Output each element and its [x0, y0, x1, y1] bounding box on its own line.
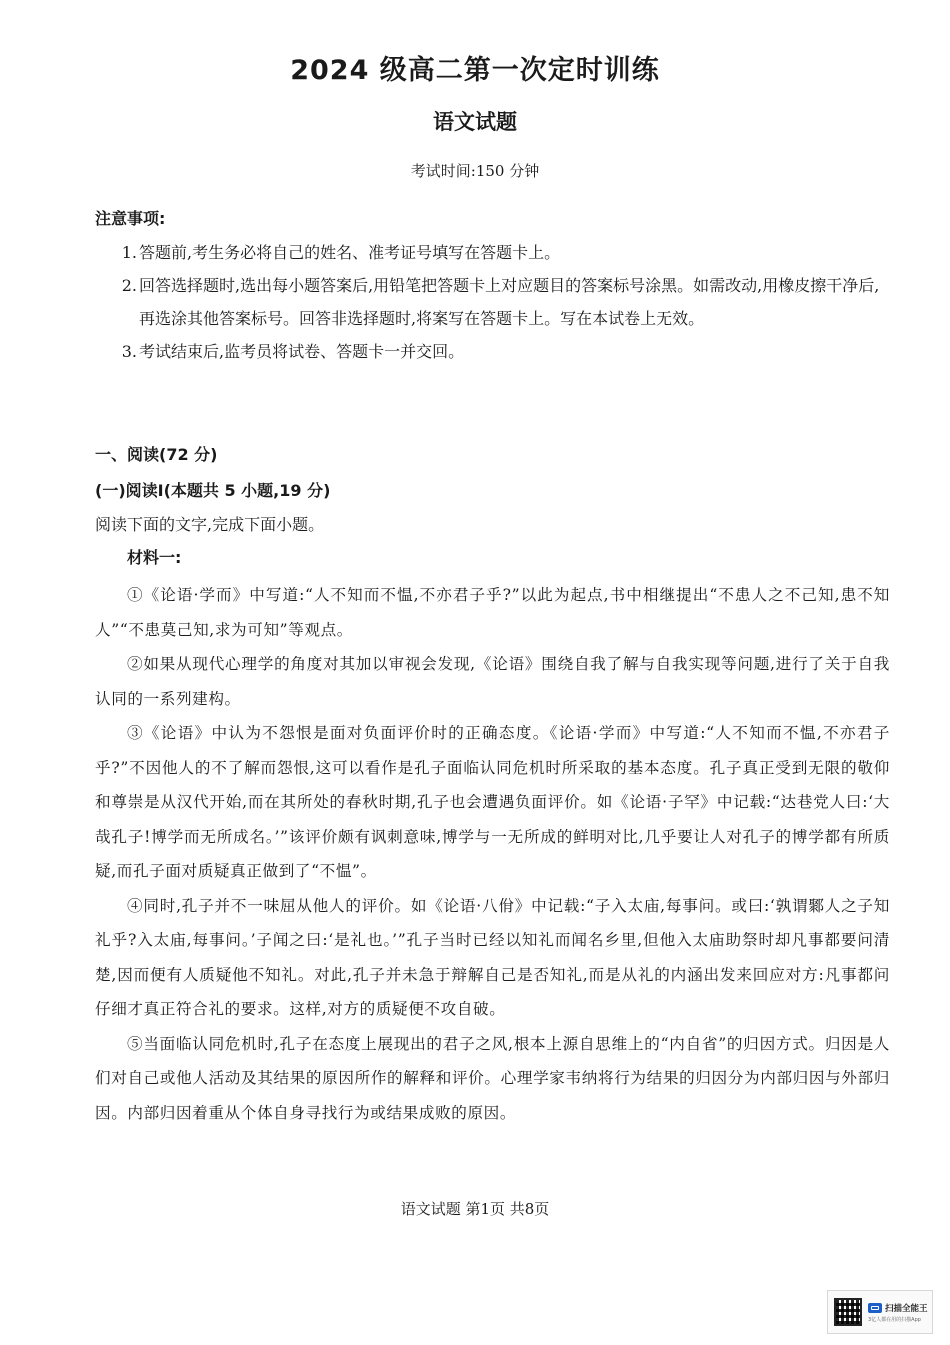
material-heading: 材料一: [127, 548, 182, 567]
passage-paragraph-2: ②如果从现代心理学的角度对其加以审视会发现,《论语》围绕自我了解与自我实现等问题,进行了关于自我认同的一系列建构。 [95, 655, 890, 708]
note-number: 1. [121, 243, 137, 262]
reading-instruction: 阅读下面的文字,完成下面小题。 [95, 515, 325, 534]
note-number: 2. [121, 276, 137, 295]
reading-passage [95, 578, 890, 1130]
note-text: 答题前,考生务必将自己的姓名、准考证号填写在答题卡上。 [139, 243, 561, 262]
badge-top-row [868, 1302, 928, 1314]
badge-app-name: 扫描全能王 [885, 1303, 928, 1314]
qr-code-icon [834, 1298, 862, 1326]
passage-paragraph-4: ④同时,孔子并不一味屈从他人的评价。如《论语·八佾》中记载:“子入太庙,每事问。或曰:‘孰谓鄹人之子知礼乎?入太庙,每事问。’子闻之曰:‘是礼也。’”孔子当时已经以知礼而闻名乡里,但他入太庙助祭时却凡事都要问清楚,因而便有人质疑他不知礼。对此,孔子并未急于辩解自己是否知礼,而是从礼的内涵出发来回应对方:凡事都问仔细才真正符合礼的要求。这样,对方的质疑便不攻自破。 [95, 896, 890, 1018]
passage-paragraph-5: ⑤当面临认同危机时,孔子在态度上展现出的君子之风,根本上源自思维上的“内自省”的归因方式。归因是人们对自己或他人活动及其结果的原因所作的解释和评价。心理学家韦纳将行为结果的归因分为内部归因与外部归因。内部归因着重从个体自身寻找行为或结果成败的原因。 [95, 1034, 890, 1122]
page-footer: 语文试题 第1页 共8页 [400, 1200, 550, 1218]
subsection-heading: (一)阅读Ⅰ(本题共 5 小题,19 分) [95, 481, 331, 500]
note-item-1 [95, 236, 895, 269]
note-number: 3. [121, 342, 137, 361]
badge-text-block [868, 1302, 928, 1323]
note-text: 回答选择题时,选出每小题答案后,用铅笔把答题卡上对应题目的答案标号涂黑。如需改动,用橡皮擦干净后,再选涂其他答案标号。回答非选择题时,将案写在答题卡上。写在本试卷上无效。 [139, 276, 880, 328]
scan-watermark-badge [827, 1290, 933, 1334]
exam-title: 2024 级高二第一次定时训练 [290, 55, 660, 86]
section-heading: 一、阅读(72 分) [95, 445, 218, 464]
badge-tagline: 3亿人都在用的扫描App [868, 1316, 921, 1323]
passage-paragraph-3: ③《论语》中认为不怨恨是面对负面评价时的正确态度。《论语·学而》中写道:“人不知而不愠,不亦君子乎?”不因他人的不了解而怨恨,这可以看作是孔子面临认同危机时所采取的基本态度。孔子真正受到无限的敬仰和尊崇是从汉代开始,而在其所处的春秋时期,孔子也会遭遇负面评价。如《论语·子罕》中记载:“达巷党人曰:‘大哉孔子!博学而无所成名。’”该评价颇有讽刺意味,博学与一无所成的鲜明对比,几乎要让人对孔子的博学都有所质疑,而孔子面对质疑真正做到了“不愠”。 [95, 724, 890, 880]
notes-heading: 注意事项: [95, 209, 166, 228]
exam-time: 考试时间:150 分钟 [410, 162, 540, 180]
notes-list [95, 236, 895, 368]
passage-paragraph-1: ①《论语·学而》中写道:“人不知而不愠,不亦君子乎?”以此为起点,书中相继提出“不患人之不己知,患不知人”“不患莫己知,求为可知”等观点。 [95, 586, 890, 639]
exam-subtitle: 语文试题 [433, 110, 517, 134]
note-text: 考试结束后,监考员将试卷、答题卡一并交回。 [139, 342, 465, 361]
camscanner-logo-icon [868, 1303, 882, 1313]
note-item-2 [95, 269, 895, 335]
note-item-3 [95, 335, 895, 368]
